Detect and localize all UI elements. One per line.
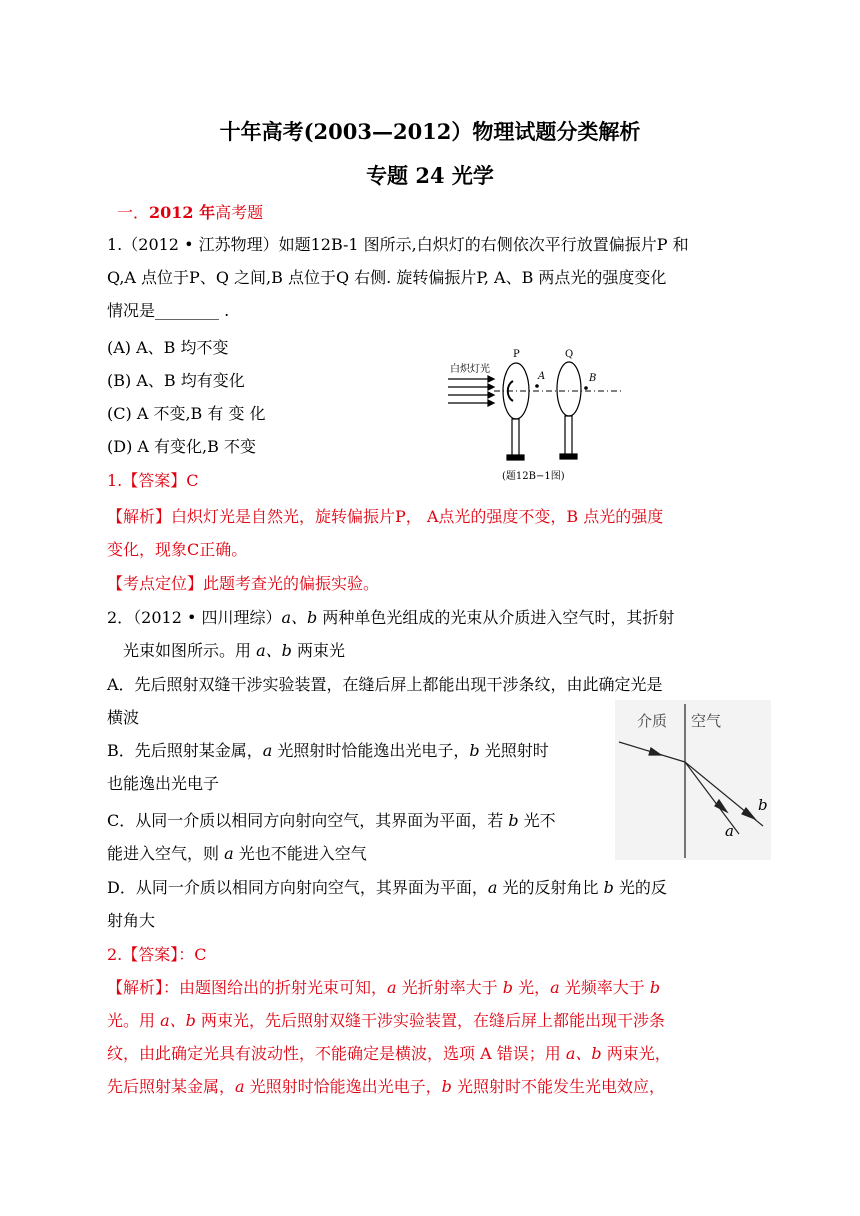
q2-option-a-line1: A．先后照射双缝干涉实验装置，在缝后屏上都能出现干涉条纹，由此确定光是 xyxy=(107,675,663,694)
q2-option-text: D．从同一介质以相同方向射向空气，其界面为平面， xyxy=(107,878,488,897)
q2-option-text: 光照射时 xyxy=(479,741,549,760)
var-a: a xyxy=(224,844,234,863)
q2-analysis-text: 光折射率大于 xyxy=(396,978,503,997)
q2-analysis-line1 xyxy=(107,977,660,999)
q2-analysis-text: 光照射时恰能逸出光电子， xyxy=(244,1077,442,1096)
var-a: a xyxy=(550,978,560,997)
q2-stem-line1 xyxy=(107,607,674,629)
q2-stem-text: 两束光 xyxy=(291,641,345,660)
var-b: b xyxy=(508,811,519,830)
q2-analysis-text: 光， xyxy=(513,978,551,997)
var-a: a xyxy=(235,1077,245,1096)
var-ab: a、b xyxy=(281,608,318,627)
var-b: b xyxy=(603,878,614,897)
ray-b-label: b xyxy=(758,796,768,814)
p-label: P xyxy=(513,349,520,360)
q1-analysis-line1: 【解析】白炽灯光是自然光，旋转偏振片P， A点光的强度不变，B 点光的强度 xyxy=(107,507,664,526)
q2-option-c-line2 xyxy=(107,843,367,865)
a-label: A xyxy=(538,371,546,382)
q2-analysis-line2 xyxy=(107,1010,665,1032)
q2-stem-text: 2．（2012 • 四川理综） xyxy=(107,608,282,627)
q2-analysis-text: 光频率大于 xyxy=(559,978,650,997)
var-b: b xyxy=(469,741,480,760)
var-ab: a、b xyxy=(565,1044,602,1063)
q2-option-text: 光不 xyxy=(518,811,556,830)
q1-stem-line2: Q,A 点位于P、Q 之间,B 点位于Q 右侧. 旋转偏振片P, A、B 两点光的强度变化 xyxy=(107,268,667,287)
point-b-dot xyxy=(584,386,588,390)
var-a: a xyxy=(262,741,273,760)
q2-analysis-line3 xyxy=(107,1043,671,1065)
var-b: b xyxy=(441,1077,452,1096)
q1-answer: 1.【答案】C xyxy=(107,471,199,490)
air-label: 空气 xyxy=(691,712,722,730)
q2-option-text: 光的反 xyxy=(613,878,667,897)
q2-option-text: C．从同一介质以相同方向射向空气，其界面为平面，若 xyxy=(107,811,509,830)
figure-caption: (题12B−1图) xyxy=(502,471,565,482)
q2-analysis-text: 光。用 xyxy=(107,1011,161,1030)
q1-option-b: (B) A、B 均有变化 xyxy=(107,371,245,390)
var-ab: a、b xyxy=(256,641,292,660)
q2-stem-text: 两种单色光组成的光束从介质进入空气时，其折射 xyxy=(317,608,675,627)
q2-option-d-line1 xyxy=(107,877,667,899)
b-label: B xyxy=(589,373,597,384)
q2-option-text: 光也不能进入空气 xyxy=(233,844,367,863)
q2-analysis-line4 xyxy=(107,1076,665,1098)
q1-option-a: (A) A、B 均不变 xyxy=(107,338,229,357)
q2-option-text: 光的反射角比 xyxy=(497,878,604,897)
q2-option-text: 光照射时恰能逸出光电子， xyxy=(272,741,470,760)
medium-label: 介质 xyxy=(637,712,668,730)
section-label-prefix: 一． xyxy=(117,203,150,222)
point-a-dot xyxy=(535,384,539,388)
q2-option-text: 能进入空气，则 xyxy=(107,844,225,863)
q1-stem-line1: 1.（2012 • 江苏物理）如题12B-1 图所示,白炽灯的右侧依次平行放置偏振片P 和 xyxy=(107,235,689,254)
var-ab: a、b xyxy=(160,1011,196,1030)
q2-analysis-text: 两束光，先后照射双缝干涉实验装置，在缝后屏上都能出现干涉条 xyxy=(195,1011,665,1030)
q-label: Q xyxy=(565,349,574,360)
q1-option-c: (C) A 不变,B 有 变 化 xyxy=(107,404,266,423)
q2-stem-text: 光束如图所示。用 xyxy=(123,641,257,660)
q2-option-b-line1 xyxy=(107,740,549,762)
q2-analysis-text: 纹，由此确定光具有波动性，不能确定是横波，选项 A 错误；用 xyxy=(107,1044,566,1063)
q1-option-d: (D) A 有变化,B 不变 xyxy=(107,437,256,456)
refraction-figure xyxy=(615,700,771,860)
q2-option-text: B．先后照射某金属， xyxy=(107,741,263,760)
q1-stem-line3: 情况是________ . xyxy=(107,301,230,320)
var-b: b xyxy=(502,978,513,997)
q2-option-a-line2: 横波 xyxy=(107,708,140,727)
q1-analysis-line2: 变化，现象C正确。 xyxy=(107,540,248,559)
ray-a-label: a xyxy=(725,822,734,840)
var-b: b xyxy=(649,978,661,997)
q2-stem-line2 xyxy=(123,640,345,662)
q2-analysis-text: 【解析】：由题图给出的折射光束可知， xyxy=(107,978,388,997)
section-heading xyxy=(117,202,263,224)
q2-analysis-text: 先后照射某金属， xyxy=(107,1077,236,1096)
page-title: 十年高考(2003—2012）物理试题分类解析 xyxy=(219,119,641,144)
q2-option-b-line2: 也能逸出光电子 xyxy=(107,774,220,793)
var-a: a xyxy=(487,878,498,897)
q2-option-d-line2: 射角大 xyxy=(107,911,156,930)
q2-option-c-line1 xyxy=(107,810,556,832)
q1-kaodian: 【考点定位】此题考查光的偏振实验。 xyxy=(107,574,380,593)
light-label: 白炽灯光 xyxy=(450,364,490,375)
q2-analysis-text: 两束光， xyxy=(601,1044,671,1063)
q2-analysis-text: 光照射时不能发生光电效应， xyxy=(451,1077,665,1096)
q2-answer: 2.【答案】：C xyxy=(107,945,207,964)
page-subtitle: 专题 24 光学 xyxy=(366,163,494,188)
polarizer-figure xyxy=(446,345,622,483)
var-a: a xyxy=(387,978,397,997)
section-label-year: 2012 年 xyxy=(149,203,216,222)
section-label-suffix: 高考题 xyxy=(215,203,264,222)
